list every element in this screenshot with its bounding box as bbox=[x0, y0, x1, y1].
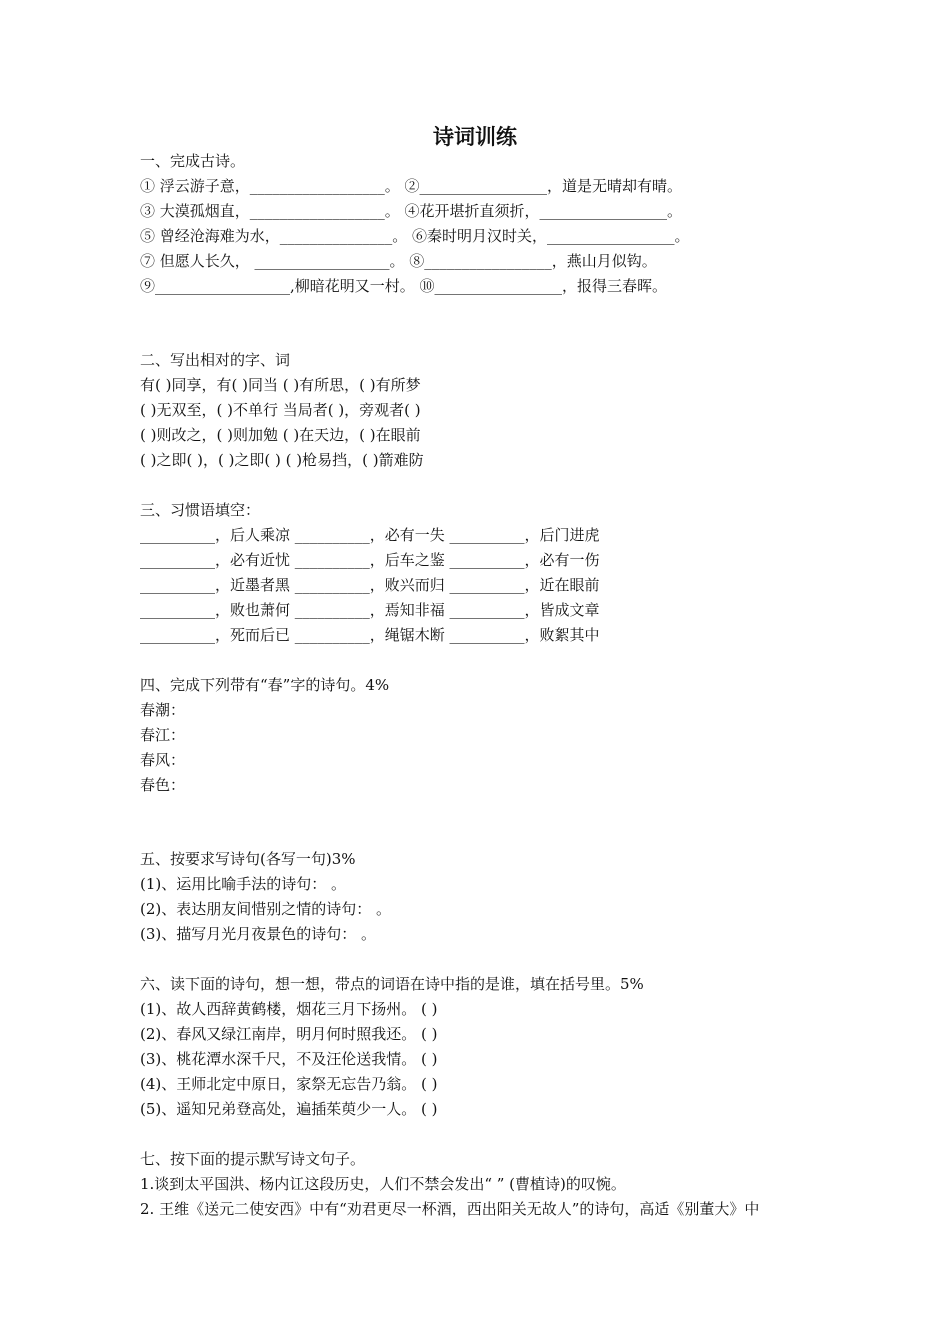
section-2-line: ( )则改之，( )则加勉 ( )在天边，( )在眼前 bbox=[140, 426, 421, 444]
section-5-line: (1)、运用比喻手法的诗句： 。 bbox=[140, 875, 347, 893]
section-6-line: (3)、桃花潭水深千尺，不及汪伦送我情。 ( ) bbox=[140, 1050, 438, 1068]
section-3-line: __________，后人乘凉 __________，必有一失 __________，后门进虎 bbox=[140, 526, 600, 544]
section-5-line: (2)、表达朋友间惜别之情的诗句： 。 bbox=[140, 900, 392, 918]
section-4-line: 春潮： bbox=[140, 701, 186, 719]
section-6-line: (1)、故人西辞黄鹤楼，烟花三月下扬州。 ( ) bbox=[140, 1000, 438, 1018]
section-7-line: 1.谈到太平国洪、杨内讧这段历史，人们不禁会发出“ ” (曹植诗)的叹惋。 bbox=[140, 1175, 626, 1193]
section-4-line: 春色： bbox=[140, 776, 186, 794]
section-5-line: (3)、描写月光月夜景色的诗句： 。 bbox=[140, 925, 377, 943]
section-6-line: (2)、春风又绿江南岸，明月何时照我还。 ( ) bbox=[140, 1025, 438, 1043]
section-2-line: ( )无双至，( )不单行 当局者( )，旁观者( ) bbox=[140, 401, 421, 419]
section-3-line: __________，必有近忧 __________，后车之鉴 __________，必有一伤 bbox=[140, 551, 600, 569]
section-1-line: ③ 大漠孤烟直，__________________。 ④花开堪折直须折，_________________。 bbox=[140, 202, 683, 220]
section-7-heading: 七、按下面的提示默写诗文句子。 bbox=[140, 1150, 366, 1168]
section-6-line: (4)、王师北定中原日，家祭无忘告乃翁。 ( ) bbox=[140, 1075, 438, 1093]
section-2-line: ( )之即( )，( )之即( ) ( )枪易挡，( )箭难防 bbox=[140, 451, 424, 469]
section-6-heading: 六、读下面的诗句，想一想，带点的词语在诗中指的是谁，填在括号里。5% bbox=[140, 975, 644, 993]
page-title: 诗词训练 bbox=[433, 124, 517, 149]
section-3-line: __________，死而后已 __________，绳锯木断 __________，败絮其中 bbox=[140, 626, 600, 644]
section-7-line: 2. 王维《送元二使安西》中有“劝君更尽一杯酒，西出阳关无故人”的诗句，高适《别董大》中 bbox=[140, 1200, 760, 1218]
section-4-line: 春江： bbox=[140, 726, 186, 744]
section-3-line: __________，败也萧何 __________，焉知非福 __________，皆成文章 bbox=[140, 601, 600, 619]
section-3-line: __________，近墨者黑 __________，败兴而归 __________，近在眼前 bbox=[140, 576, 600, 594]
section-3-heading: 三、习惯语填空： bbox=[140, 501, 261, 519]
section-4-line: 春风： bbox=[140, 751, 186, 769]
section-1-heading: 一、完成古诗。 bbox=[140, 152, 246, 170]
section-1-line: ⑨__________________,柳暗花明又一村。 ⑩_________________，报得三春晖。 bbox=[140, 277, 668, 295]
section-1-line: ⑦ 但愿人长久， __________________。 ⑧_________________，燕山月似钩。 bbox=[140, 252, 657, 270]
section-4-heading: 四、完成下列带有“春”字的诗句。4% bbox=[140, 676, 390, 694]
section-1-line: ① 浮云游子意，__________________。 ②_________________，道是无晴却有晴。 bbox=[140, 177, 683, 195]
section-1-line: ⑤ 曾经沧海难为水，_______________。 ⑥秦时明月汉时关，_________________。 bbox=[140, 227, 690, 245]
section-2-line: 有( )同享，有( )同当 ( )有所思，( )有所梦 bbox=[140, 376, 421, 394]
section-5-heading: 五、按要求写诗句(各写一句)3% bbox=[140, 850, 356, 868]
section-6-line: (5)、遥知兄弟登高处，遍插茱萸少一人。 ( ) bbox=[140, 1100, 438, 1118]
section-2-heading: 二、写出相对的字、词 bbox=[140, 351, 291, 369]
